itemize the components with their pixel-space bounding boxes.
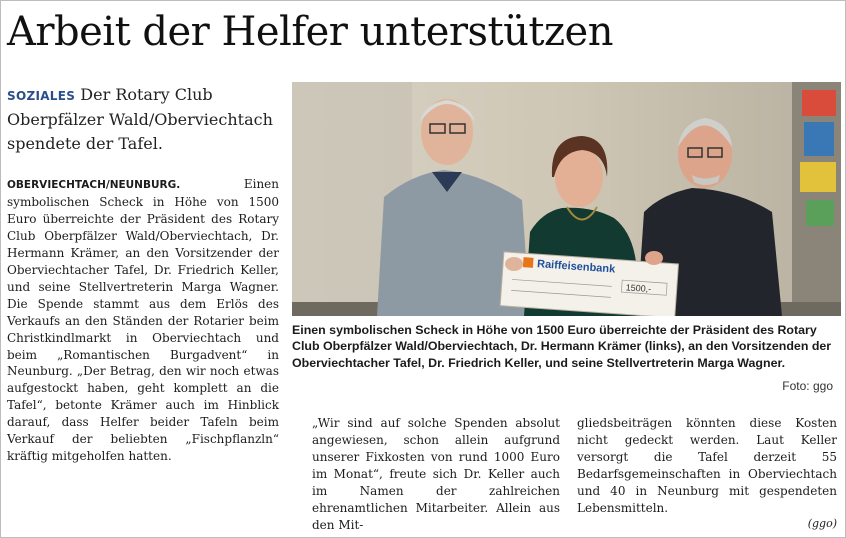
photo-caption: Einen symbolischen Scheck in Höhe von 1500 Euro überreichte der Präsident des Rotary Club Oberpfälzer Wald/Oberviechtach, Dr. Hermann Krämer (links), an den Vorsitzenden der Oberviechtacher Tafel, Dr. Friedrich Keller, und seine Stellvertreterin Marga Wagner. xyxy=(292,323,832,370)
byline: (ggo) xyxy=(807,516,837,530)
article-column-2 xyxy=(312,415,560,534)
photo-credit: Foto: ggo xyxy=(782,379,833,393)
poster-1 xyxy=(802,90,836,116)
column-1-text: Einen symbolischen Scheck in Höhe von 1500 Euro überreichte der Präsident des Rotary Club Oberpfälzer Wald/Oberviechtach, Dr. Hermann Krämer, an den Vorsitzender der Oberviechtacher Tafel, Dr. Friedrich Keller, und seine Stellvertreterin Marga Wagner. Die Spende stammt aus dem Erlös des Verkaufs an den Ständen der Rotarier beim Christkindlmarkt in Oberviechtach und beim „Romantischen Burgadvent“ in Neunburg. „Der Betrag, den wir noch etwas aufgestockt haben, geht komplett an die Tafel“, betonte Krämer auch im Hinblick darauf, dass Helfer beider Tafeln beim Verkauf der beliebten „Fischpflanzln“ kräftig mitgeholfen hatten. xyxy=(7,177,279,464)
column-3-text: gliedsbeiträgen könnten diese Kosten nicht gedeckt werden. Laut Keller versorgt die Tafel derzeit 55 Bedarfsgemeinschaften in Oberviechtach und 40 in Neunburg mit gespendeten Lebensmitteln. xyxy=(577,416,837,515)
article-photo xyxy=(292,82,841,316)
column-2-text: „Wir sind auf solche Spenden absolut angewiesen, schon allein aufgrund unserer Fixkosten von rund 1000 Euro im Monat“, freute sich Dr. Keller auch im Namen der zahlreichen ehrenamtlichen Mitarbeiter. Allein aus den Mit- xyxy=(312,416,560,532)
article-column-3 xyxy=(577,415,837,530)
article-column-1 xyxy=(7,176,279,465)
cheque-amount: 1500,- xyxy=(625,282,652,295)
poster-2 xyxy=(804,122,834,156)
cheque-bank-name: Raiffeisenbank xyxy=(536,258,616,276)
kicker: SOZIALES xyxy=(7,89,76,103)
headline: Arbeit der Helfer unterstützen xyxy=(7,9,613,55)
raiffeisen-logo-icon xyxy=(523,257,534,268)
poster-4 xyxy=(806,200,834,226)
dek-text: Der Rotary Club Oberpfälzer Wald/Oberviechtach spendete der Tafel. xyxy=(7,85,273,153)
poster-3 xyxy=(800,162,836,192)
dek xyxy=(7,83,279,156)
dateline: OBERVIECHTACH/NEUNBURG. xyxy=(7,179,181,191)
